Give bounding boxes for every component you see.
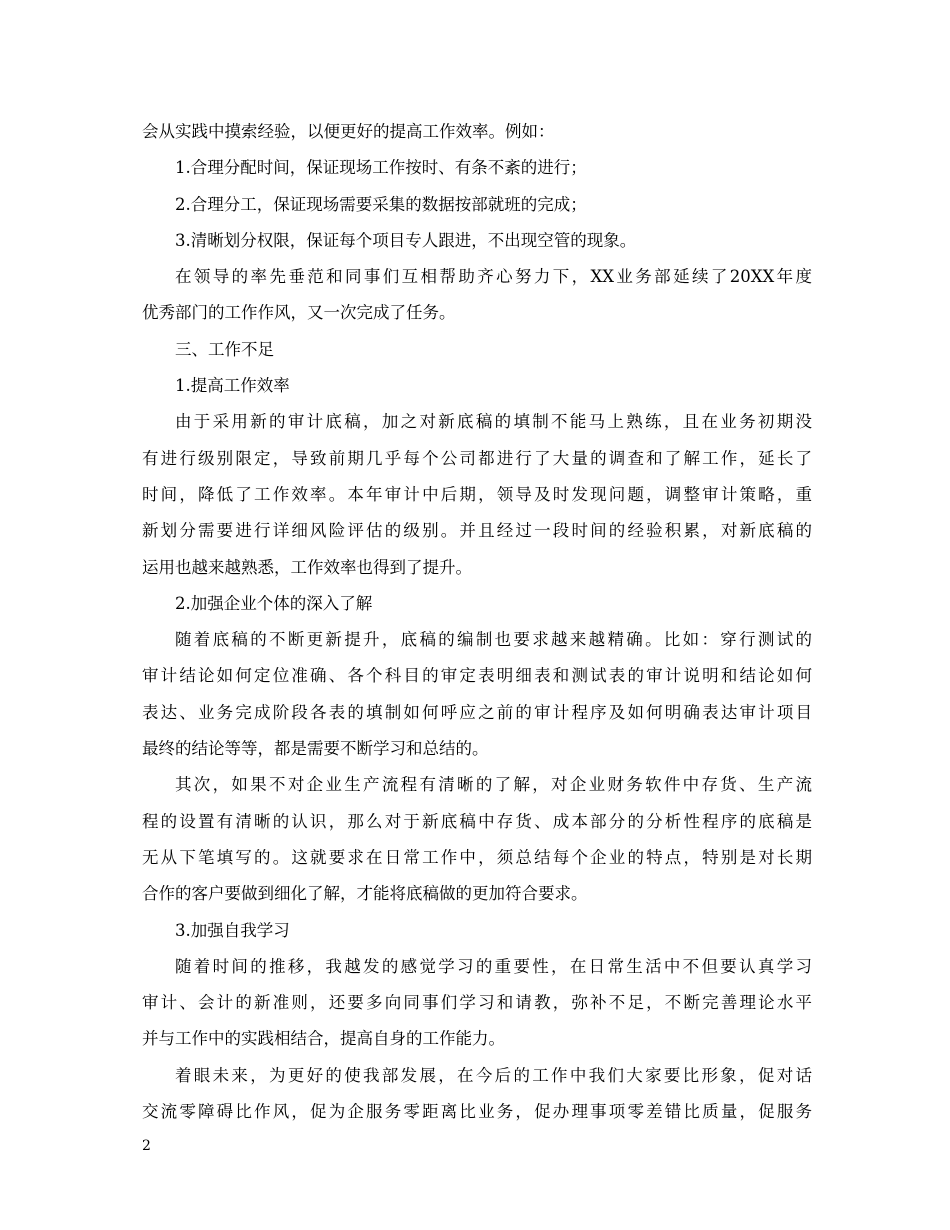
text-line: 优秀部门的工作作风，又一次完成了任务。 bbox=[142, 303, 456, 323]
text-line: 三、工作不足 bbox=[175, 339, 274, 359]
text-line: 程的设置有清晰的认识，那么对于新底稿中存货、成本部分的分析性程序的底稿是 bbox=[142, 811, 812, 831]
text-line: 审计结论如何定位准确、各个科目的审定表明细表和测试表的审计说明和结论如何 bbox=[142, 666, 812, 686]
text-line: 3.清晰划分权限，保证每个项目专人跟进，不出现空管的现象。 bbox=[175, 230, 637, 250]
text-line: 表达、业务完成阶段各表的填制如何呼应之前的审计程序及如何明确表达审计项目 bbox=[142, 702, 812, 722]
text-line: 新划分需要进行详细风险评估的级别。并且经过一段时间的经验积累，对新底稿的 bbox=[142, 521, 812, 541]
text-line: 1.合理分配时间，保证现场工作按时、有条不紊的进行； bbox=[175, 158, 587, 178]
text-line: 在领导的率先垂范和同事们互相帮助齐心努力下，XX业务部延续了20XX年度 bbox=[175, 267, 812, 287]
text-line: 随着时间的推移，我越发的感觉学习的重要性，在日常生活中不但要认真学习 bbox=[175, 956, 812, 976]
page-number: 2 bbox=[142, 1138, 151, 1154]
text-line: 2.合理分工，保证现场需要采集的数据按部就班的完成； bbox=[175, 194, 587, 214]
text-line: 最终的结论等等，都是需要不断学习和总结的。 bbox=[142, 739, 489, 759]
text-line: 会从实践中摸索经验，以便更好的提高工作效率。例如： bbox=[142, 122, 555, 141]
text-line: 1.提高工作效率 bbox=[175, 376, 290, 396]
text-line: 无从下笔填写的。这就要求在日常工作中，须总结每个企业的特点，特别是对长期 bbox=[142, 847, 812, 867]
text-line: 时间，降低了工作效率。本年审计中后期，领导及时发现问题，调整审计策略，重 bbox=[142, 484, 812, 504]
text-line: 并与工作中的实践相结合，提高自身的工作能力。 bbox=[142, 1029, 505, 1049]
text-line: 有进行级别限定，导致前期几乎每个公司都进行了大量的调查和了解工作，延长了 bbox=[142, 448, 812, 468]
text-line: 3.加强自我学习 bbox=[175, 920, 290, 940]
text-line: 运用也越来越熟悉，工作效率也得到了提升。 bbox=[142, 557, 472, 577]
text-line: 交流零障碍比作风，促为企服务零距离比业务，促办理事项零差错比质量，促服务 bbox=[142, 1102, 812, 1122]
text-line: 审计、会计的新准则，还要多向同事们学习和请教，弥补不足，不断完善理论水平 bbox=[142, 993, 812, 1013]
text-line: 2.加强企业个体的深入了解 bbox=[175, 593, 373, 613]
text-line: 其次，如果不对企业生产流程有清晰的了解，对企业财务软件中存货、生产流 bbox=[175, 775, 812, 795]
text-line: 着眼未来，为更好的使我部发展，在今后的工作中我们大家要比形象，促对话 bbox=[175, 1065, 812, 1085]
document-body bbox=[142, 114, 812, 1130]
text-line: 合作的客户要做到细化了解，才能将底稿做的更加符合要求。 bbox=[142, 884, 588, 904]
text-line: 由于采用新的审计底稿，加之对新底稿的填制不能马上熟练，且在业务初期没 bbox=[175, 412, 812, 432]
text-line: 随着底稿的不断更新提升，底稿的编制也要求越来越精确。比如：穿行测试的 bbox=[175, 630, 812, 650]
